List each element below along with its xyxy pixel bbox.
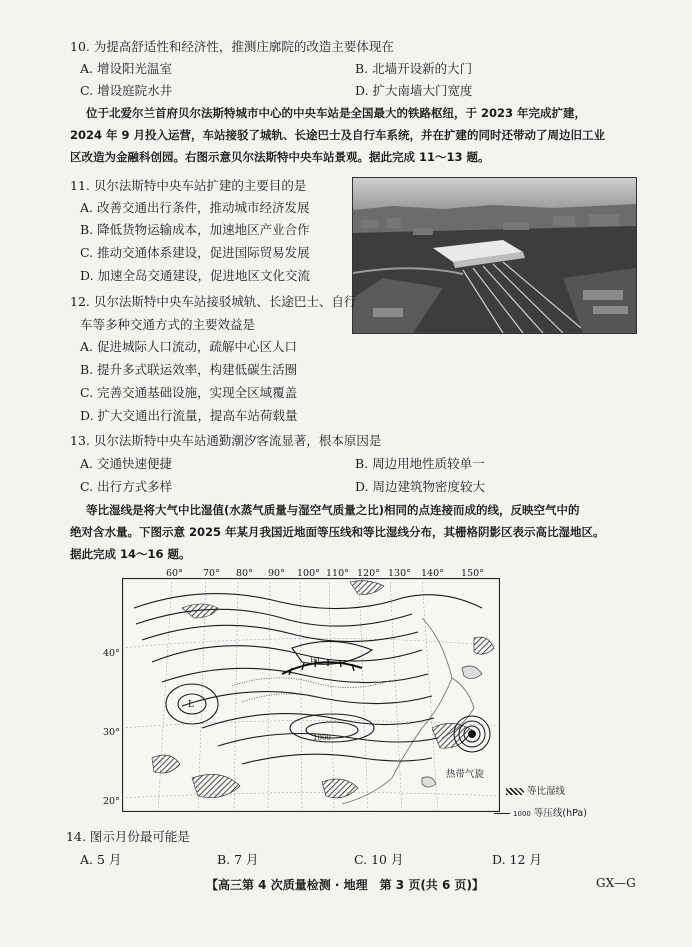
weather-map: [122, 578, 500, 812]
lat-label-40: 40°: [103, 648, 120, 659]
lon-label-70: 70°: [203, 568, 220, 579]
lat-label-30: 30°: [103, 727, 120, 738]
q13-option-c: C. 出行方式多样: [80, 479, 173, 494]
lon-label-140: 140°: [421, 568, 444, 579]
lon-label-120: 120°: [357, 568, 380, 579]
q14-stem: 14. 图示月份最可能是: [66, 829, 190, 844]
map-label-jia: 甲: [310, 657, 320, 668]
page-footer: 【高三第 4 次质量检测 · 地理 第 3 页(共 6 页)】: [206, 878, 484, 892]
q12-option-d: D. 扩大交通出行流量，提高车站荷载量: [80, 408, 298, 423]
q12-stem-line-1: 12. 贝尔法斯特中央车站接驳城轨、长途巴士、自行: [70, 294, 357, 309]
map-isobar-label: 1000: [313, 734, 331, 742]
lon-label-90: 90°: [268, 568, 285, 579]
passage2-line-2: 绝对含水量。下图示意 2025 年某月我国近地面等压线和等比湿线分布，其栅格阴影区表示高比湿地区。: [70, 525, 605, 539]
legend-isobar-icon: [494, 813, 510, 814]
q10-stem: 10. 为提高舒适性和经济性，推测庄廓院的改造主要体现在: [70, 39, 394, 54]
lon-label-80: 80°: [236, 568, 253, 579]
q12-option-b: B. 提升多式联运效率，构建低碳生活圈: [80, 362, 298, 377]
q10-option-c: C. 增设庭院水井: [80, 83, 173, 98]
q14-option-d: D. 12 月: [492, 852, 542, 867]
q12-option-a: A. 促进城际人口流动，疏解中心区人口: [80, 339, 297, 354]
passage2-line-3: 据此完成 14～16 题。: [70, 547, 191, 561]
legend-isobar-label: 等压线(hPa): [533, 808, 587, 819]
map-typhoon-label: 热带气旋: [446, 769, 485, 780]
lon-label-100: 100°: [297, 568, 320, 579]
q13-option-b: B. 周边用地性质较单一: [355, 456, 485, 471]
legend-isobar-value: 1000: [513, 810, 531, 818]
lon-label-130: 130°: [388, 568, 411, 579]
q14-option-b: B. 7 月: [217, 852, 259, 867]
q11-option-d: D. 加速全岛交通建设，促进地区文化交流: [80, 268, 311, 283]
q10-option-b: B. 北墙开设新的大门: [355, 61, 473, 76]
q13-stem: 13. 贝尔法斯特中央车站通勤潮汐客流显著，根本原因是: [70, 433, 382, 448]
q12-option-c: C. 完善交通基础设施，实现全区域覆盖: [80, 385, 298, 400]
q11-option-b: B. 降低货物运输成本，加速地区产业合作: [80, 222, 310, 237]
lat-label-20: 20°: [103, 796, 120, 807]
q11-option-c: C. 推动交通体系建设，促进国际贸易发展: [80, 245, 310, 260]
q10-option-a: A. 增设阳光温室: [80, 61, 172, 76]
passage1-line-3: 区改造为金融科创园。右图示意贝尔法斯特中央车站景观。据此完成 11～13 题。: [70, 150, 490, 164]
lon-label-150: 150°: [461, 568, 484, 579]
map-label-low: L: [188, 700, 194, 710]
q10-option-d: D. 扩大南墙大门宽度: [355, 83, 473, 98]
legend-humidity-icon: [506, 788, 524, 795]
q13-option-d: D. 周边建筑物密度较大: [355, 479, 486, 494]
legend-humidity: [506, 783, 565, 797]
q12-stem-line-2: 车等多种交通方式的主要效益是: [80, 317, 256, 332]
passage1-line-2: 2024 年 9 月投入运营，车站接驳了城轨、长途巴士及自行车系统，并在扩建的同时还带动了周边旧工业: [70, 128, 606, 142]
q14-option-c: C. 10 月: [354, 852, 404, 867]
q11-stem: 11. 贝尔法斯特中央车站扩建的主要目的是: [70, 178, 307, 193]
q13-option-a: A. 交通快速便捷: [80, 456, 172, 471]
lon-label-110: 110°: [326, 568, 349, 579]
legend-humidity-label: 等比湿线: [527, 786, 566, 797]
q14-option-a: A. 5 月: [80, 852, 122, 867]
lon-label-60: 60°: [166, 568, 183, 579]
passage2-line-1: 等比湿线是将大气中比湿值(水蒸气质量与湿空气质量之比)相同的点连接而成的线，反映空气中的: [86, 503, 580, 517]
q11-option-a: A. 改善交通出行条件，推动城市经济发展: [80, 200, 310, 215]
legend-isobar: [494, 805, 587, 819]
passage1-line-1: 位于北爱尔兰首府贝尔法斯特城市中心的中央车站是全国最大的铁路枢纽，于 2023 年完成扩建，: [86, 106, 587, 120]
paper-code: GX—G: [596, 876, 636, 890]
station-photo: [352, 177, 637, 334]
